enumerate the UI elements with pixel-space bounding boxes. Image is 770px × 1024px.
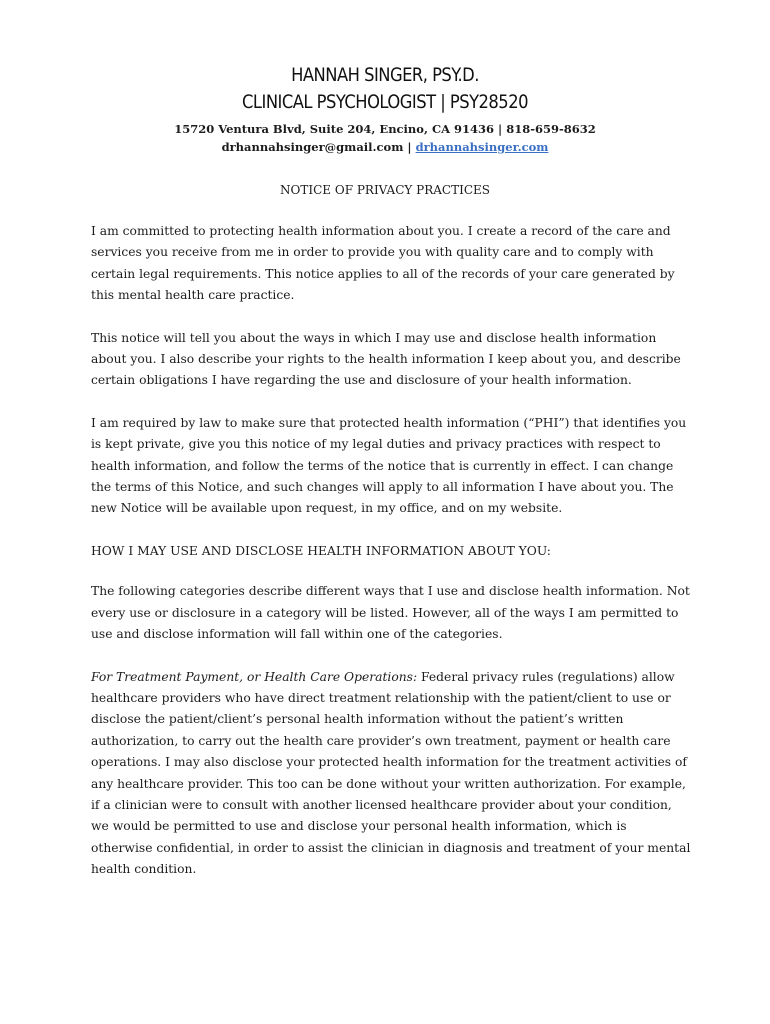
treatment-label: For Treatment Payment, or Health Care Operations:: [91, 669, 418, 684]
paragraph-rights: This notice will tell you about the ways in which I may use and disclose health information about you. I also describe your rights to the health information I keep about you, and describe certain obligations I have regarding the use and disclosure of your health information.: [91, 330, 681, 388]
document-title: NOTICE OF PRIVACY PRACTICES: [280, 183, 490, 197]
practitioner-title: CLINICAL PSYCHOLOGIST | PSY28520: [242, 91, 528, 113]
document-body: [91, 221, 691, 902]
treatment-text: Federal privacy rules (regulations) allow healthcare providers who have direct treatment relationship with the patient/client to use or disclose the patient/client’s personal health information without the patient’s written authorization, to carry out the health care provider’s own treatment, payment or health care operations. I may also disclose your protected health information for the treatment activities of any healthcare provider. This too can be done without your written authorization. For example, if a clinician were to consult with another licensed healthcare provider about your condition, we would be permitted to use and disclose your personal health information, which is otherwise confidential, in order to assist the clinician in diagnosis and treatment of your mental health condition.: [91, 669, 691, 877]
letterhead: [0, 62, 770, 156]
contact-separator: |: [407, 140, 412, 154]
address-phone-line: 15720 Ventura Blvd, Suite 204, Encino, CA 91436 | 818-659-8632: [174, 122, 596, 136]
email-website-line: [0, 138, 770, 156]
website-link[interactable]: drhannahsinger.com: [415, 140, 549, 154]
paragraph-categories: The following categories describe different ways that I use and disclose health information. Not every use or disclosure in a category will be listed. However, all of the ways I am permitted to use and disclose information will fall within one of the categories.: [91, 584, 690, 642]
paragraph-treatment: [91, 667, 691, 881]
paragraph-legal-duties: I am required by law to make sure that protected health information (“PHI”) that identifies you is kept private, give you this notice of my legal duties and privacy practices with respect to health information, and follow the terms of the notice that is currently in effect. I can change the terms of this Notice, and such changes will apply to all information I have about you. The new Notice will be available upon request, in my office, and on my website.: [91, 415, 687, 516]
email-address: drhannahsinger@gmail.com: [221, 140, 404, 154]
section-heading: HOW I MAY USE AND DISCLOSE HEALTH INFORMATION ABOUT YOU:: [91, 543, 551, 558]
practitioner-name: HANNAH SINGER, PSY.D.: [291, 64, 479, 86]
paragraph-commitment: I am committed to protecting health information about you. I create a record of the care and services you receive from me in order to provide you with quality care and to comply with certain legal requirements. This notice applies to all of the records of your care generated by this mental health care practice.: [91, 224, 675, 303]
